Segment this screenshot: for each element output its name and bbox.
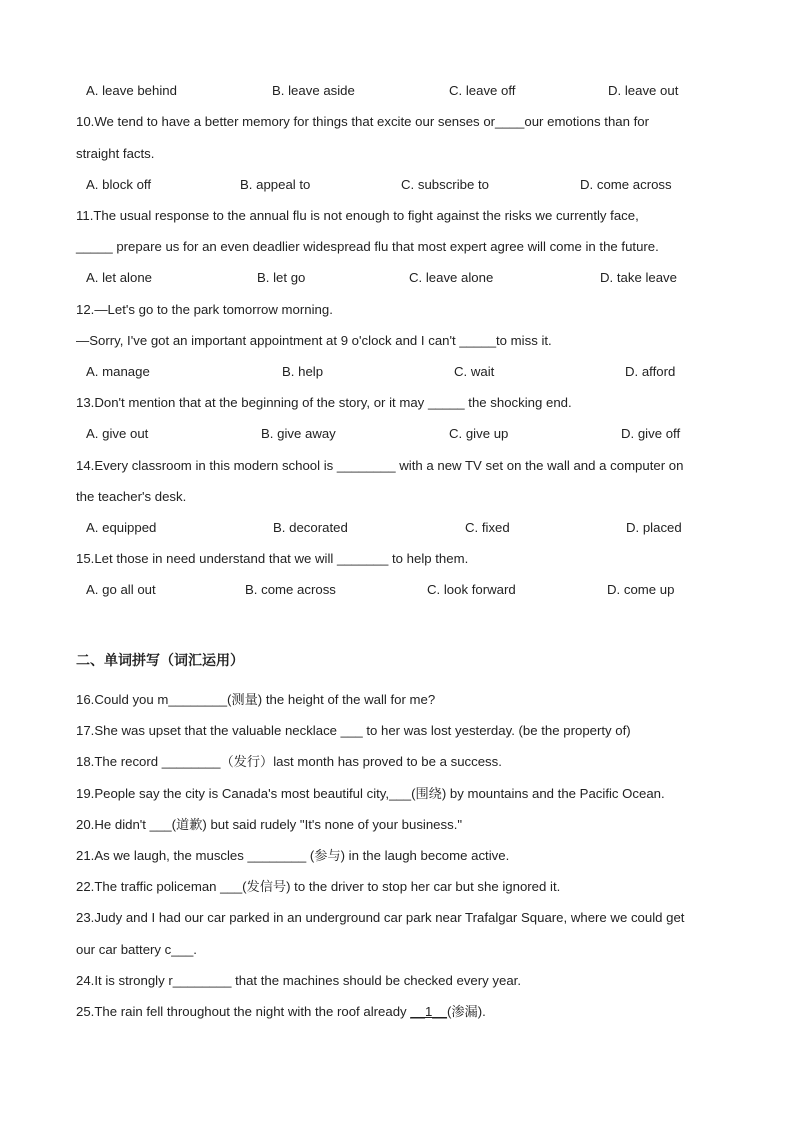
q9-option-d: D. leave out bbox=[608, 83, 679, 98]
q13-options bbox=[0, 426, 793, 442]
q15-option-d: D. come up bbox=[607, 582, 675, 597]
q12-line2: —Sorry, I've got an important appointment at 9 o'clock and I can't _____to miss it. bbox=[76, 333, 552, 348]
spelling-line-18: 18.The record ________（发行）last month has proved to be a success. bbox=[76, 754, 502, 769]
spelling-line-23b: our car battery c___. bbox=[76, 942, 197, 957]
spelling-line-23a: 23.Judy and I had our car parked in an underground car park near Trafalgar Square, where we could get bbox=[76, 910, 685, 925]
q12-options bbox=[0, 364, 793, 380]
spelling-line-19: 19.People say the city is Canada's most beautiful city,___(围绕) by mountains and the Pacific Ocean. bbox=[76, 786, 665, 801]
q9-option-a: A. leave behind bbox=[86, 83, 177, 98]
q14-option-b: B. decorated bbox=[273, 520, 348, 535]
q12-option-d: D. afford bbox=[625, 364, 676, 379]
spelling-line-24: 24.It is strongly r________ that the machines should be checked every year. bbox=[76, 973, 521, 988]
spelling-line-20: 20.He didn't ___(道歉) but said rudely "It's none of your business." bbox=[76, 817, 463, 832]
q13-option-c: C. give up bbox=[449, 426, 509, 441]
q11-options bbox=[0, 270, 793, 286]
q12-option-b: B. help bbox=[282, 364, 324, 379]
q11-option-a: A. let alone bbox=[86, 270, 152, 285]
q10-line2: straight facts. bbox=[76, 146, 155, 161]
q15-line1: 15.Let those in need understand that we will _______ to help them. bbox=[76, 551, 469, 566]
q15-option-c: C. look forward bbox=[427, 582, 516, 597]
q14-options bbox=[0, 520, 793, 536]
q10-option-d: D. come across bbox=[580, 177, 672, 192]
q13-line1: 13.Don't mention that at the beginning of the story, or it may _____ the shocking end. bbox=[76, 395, 572, 410]
q14-line2: the teacher's desk. bbox=[76, 489, 187, 504]
q25-text-before: 25.The rain fell throughout the night with the roof already bbox=[76, 1004, 411, 1019]
q14-option-d: D. placed bbox=[626, 520, 682, 535]
q12-option-a: A. manage bbox=[86, 364, 150, 379]
q10-option-c: C. subscribe to bbox=[401, 177, 489, 192]
q13-option-b: B. give away bbox=[261, 426, 336, 441]
q15-option-a: A. go all out bbox=[86, 582, 156, 597]
q10-option-a: A. block off bbox=[86, 177, 151, 192]
q14-option-a: A. equipped bbox=[86, 520, 157, 535]
q12-line1: 12.—Let's go to the park tomorrow morning. bbox=[76, 302, 333, 317]
q15-option-b: B. come across bbox=[245, 582, 336, 597]
q11-option-b: B. let go bbox=[257, 270, 306, 285]
q11-option-d: D. take leave bbox=[600, 270, 677, 285]
q9-option-b: B. leave aside bbox=[272, 83, 355, 98]
spelling-line-21: 21.As we laugh, the muscles ________ (参与) in the laugh become active. bbox=[76, 848, 510, 863]
spelling-line-16: 16.Could you m________(测量) the height of the wall for me? bbox=[76, 692, 436, 707]
q12-option-c: C. wait bbox=[454, 364, 495, 379]
q25-blank: __1__ bbox=[410, 1004, 447, 1019]
spelling-line-17: 17.She was upset that the valuable necklace ___ to her was lost yesterday. (be the property of) bbox=[76, 723, 631, 738]
q14-option-c: C. fixed bbox=[465, 520, 510, 535]
q25-text-after: (渗漏). bbox=[446, 1004, 486, 1019]
q11-option-c: C. leave alone bbox=[409, 270, 494, 285]
spelling-line-25 bbox=[76, 1004, 486, 1020]
q11-line2: _____ prepare us for an even deadlier widespread flu that most expert agree will come in the future. bbox=[76, 239, 659, 254]
q10-options bbox=[0, 177, 793, 193]
q13-option-d: D. give off bbox=[621, 426, 681, 441]
q15-options bbox=[0, 582, 793, 598]
q13-option-a: A. give out bbox=[86, 426, 149, 441]
spelling-line-22: 22.The traffic policeman ___(发信号) to the driver to stop her car but she ignored it. bbox=[76, 879, 561, 894]
q9-option-c: C. leave off bbox=[449, 83, 516, 98]
q9-options bbox=[0, 83, 793, 99]
q11-line1: 11.The usual response to the annual flu is not enough to fight against the risks we currently face, bbox=[76, 208, 639, 223]
section-heading: 二、单词拼写（词汇运用） bbox=[76, 653, 244, 669]
q10-line1: 10.We tend to have a better memory for things that excite our senses or____our emotions than for bbox=[76, 114, 649, 129]
q14-line1: 14.Every classroom in this modern school is ________ with a new TV set on the wall and a computer on bbox=[76, 458, 684, 473]
q10-option-b: B. appeal to bbox=[240, 177, 311, 192]
